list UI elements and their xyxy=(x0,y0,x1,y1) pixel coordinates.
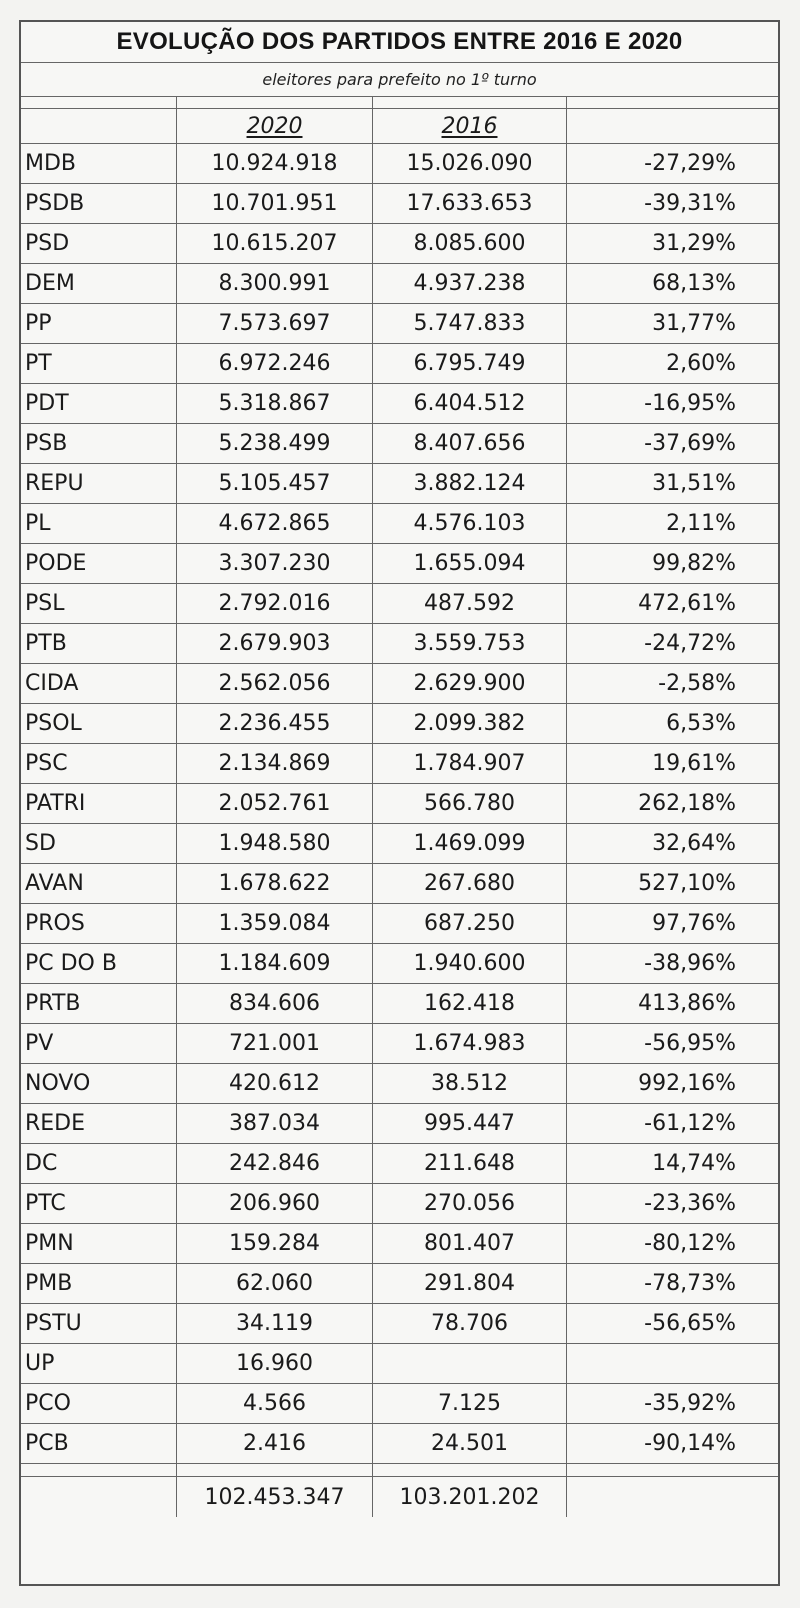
table-row xyxy=(21,504,778,544)
table-row xyxy=(21,984,778,1024)
value-2016-cell: 162.418 xyxy=(373,984,567,1023)
table-row xyxy=(21,384,778,424)
change-cell: -24,72% xyxy=(644,631,736,656)
change-cell: 2,11% xyxy=(666,511,736,536)
value-2016-cell: 211.648 xyxy=(373,1144,567,1183)
change-cell: 413,86% xyxy=(638,991,736,1016)
value-2016-cell: 267.680 xyxy=(373,864,567,903)
table-row xyxy=(21,1144,778,1184)
table-row xyxy=(21,584,778,624)
value-2016-cell: 487.592 xyxy=(373,584,567,623)
table-body xyxy=(21,144,778,1464)
table-row xyxy=(21,304,778,344)
value-2020-cell: 159.284 xyxy=(177,1224,373,1263)
party-cell: PC DO B xyxy=(21,944,177,983)
change-cell: 99,82% xyxy=(652,551,736,576)
header-row xyxy=(21,109,778,144)
table-row xyxy=(21,1104,778,1144)
table-row xyxy=(21,784,778,824)
value-2016-cell xyxy=(373,1344,567,1383)
table-row xyxy=(21,1344,778,1384)
party-cell: PSOL xyxy=(21,704,177,743)
change-cell: -78,73% xyxy=(644,1271,736,1296)
party-cell: PRTB xyxy=(21,984,177,1023)
change-cell: 472,61% xyxy=(638,591,736,616)
table-row xyxy=(21,624,778,664)
party-cell: DEM xyxy=(21,264,177,303)
votes-table xyxy=(19,20,780,1586)
value-2020-cell: 34.119 xyxy=(177,1304,373,1343)
table-row xyxy=(21,704,778,744)
change-cell: -23,36% xyxy=(644,1191,736,1216)
value-2016-cell: 8.407.656 xyxy=(373,424,567,463)
party-cell: SD xyxy=(21,824,177,863)
value-2020-cell: 1.948.580 xyxy=(177,824,373,863)
value-2016-cell: 2.099.382 xyxy=(373,704,567,743)
value-2020-cell: 2.679.903 xyxy=(177,624,373,663)
party-cell: PL xyxy=(21,504,177,543)
total-2020: 102.453.347 xyxy=(177,1477,373,1517)
change-cell: 97,76% xyxy=(652,911,736,936)
party-cell: UP xyxy=(21,1344,177,1383)
value-2016-cell: 2.629.900 xyxy=(373,664,567,703)
party-cell: PSC xyxy=(21,744,177,783)
party-cell: REDE xyxy=(21,1104,177,1143)
value-2016-cell: 24.501 xyxy=(373,1424,567,1463)
change-cell: -16,95% xyxy=(644,391,736,416)
value-2016-cell: 995.447 xyxy=(373,1104,567,1143)
party-cell: PV xyxy=(21,1024,177,1063)
value-2020-cell: 16.960 xyxy=(177,1344,373,1383)
party-cell: DC xyxy=(21,1144,177,1183)
value-2020-cell: 2.562.056 xyxy=(177,664,373,703)
value-2016-cell: 6.795.749 xyxy=(373,344,567,383)
table-title: EVOLUÇÃO DOS PARTIDOS ENTRE 2016 E 2020 xyxy=(21,22,778,63)
change-cell: -27,29% xyxy=(644,151,736,176)
change-cell: 31,29% xyxy=(652,231,736,256)
party-cell: PROS xyxy=(21,904,177,943)
table-row xyxy=(21,264,778,304)
value-2020-cell: 2.792.016 xyxy=(177,584,373,623)
value-2020-cell: 10.924.918 xyxy=(177,144,373,183)
value-2016-cell: 291.804 xyxy=(373,1264,567,1303)
value-2016-cell: 4.576.103 xyxy=(373,504,567,543)
value-2016-cell: 4.937.238 xyxy=(373,264,567,303)
value-2016-cell: 1.674.983 xyxy=(373,1024,567,1063)
table-row xyxy=(21,464,778,504)
table-row xyxy=(21,1304,778,1344)
value-2020-cell: 2.134.869 xyxy=(177,744,373,783)
value-2020-cell: 5.318.867 xyxy=(177,384,373,423)
party-cell: NOVO xyxy=(21,1064,177,1103)
change-cell: 262,18% xyxy=(638,791,736,816)
value-2020-cell: 6.972.246 xyxy=(177,344,373,383)
party-cell: PDT xyxy=(21,384,177,423)
party-cell: PMN xyxy=(21,1224,177,1263)
table-row xyxy=(21,1224,778,1264)
table-row xyxy=(21,224,778,264)
party-cell: PMB xyxy=(21,1264,177,1303)
value-2016-cell: 5.747.833 xyxy=(373,304,567,343)
party-cell: PCO xyxy=(21,1384,177,1423)
change-cell: -38,96% xyxy=(644,951,736,976)
table-row xyxy=(21,744,778,784)
change-cell: 14,74% xyxy=(652,1151,736,1176)
value-2016-cell: 801.407 xyxy=(373,1224,567,1263)
party-cell: PATRI xyxy=(21,784,177,823)
party-cell: MDB xyxy=(21,144,177,183)
value-2016-cell: 1.469.099 xyxy=(373,824,567,863)
change-cell: 6,53% xyxy=(666,711,736,736)
value-2020-cell: 1.184.609 xyxy=(177,944,373,983)
header-party xyxy=(21,109,177,143)
value-2020-cell: 387.034 xyxy=(177,1104,373,1143)
value-2016-cell: 17.633.653 xyxy=(373,184,567,223)
table-row xyxy=(21,144,778,184)
table-row xyxy=(21,1424,778,1464)
table-row xyxy=(21,904,778,944)
party-cell: PCB xyxy=(21,1424,177,1463)
value-2016-cell: 3.882.124 xyxy=(373,464,567,503)
value-2020-cell: 2.416 xyxy=(177,1424,373,1463)
value-2020-cell: 2.236.455 xyxy=(177,704,373,743)
value-2016-cell: 1.784.907 xyxy=(373,744,567,783)
change-cell: 68,13% xyxy=(652,271,736,296)
value-2016-cell: 687.250 xyxy=(373,904,567,943)
value-2020-cell: 10.701.951 xyxy=(177,184,373,223)
party-cell: PSDB xyxy=(21,184,177,223)
value-2016-cell: 1.940.600 xyxy=(373,944,567,983)
change-cell: -2,58% xyxy=(658,671,736,696)
value-2016-cell: 566.780 xyxy=(373,784,567,823)
value-2020-cell: 242.846 xyxy=(177,1144,373,1183)
value-2016-cell: 270.056 xyxy=(373,1184,567,1223)
total-2016: 103.201.202 xyxy=(373,1477,567,1517)
table-row xyxy=(21,1024,778,1064)
value-2016-cell: 38.512 xyxy=(373,1064,567,1103)
value-2020-cell: 1.359.084 xyxy=(177,904,373,943)
party-cell: PSL xyxy=(21,584,177,623)
value-2020-cell: 420.612 xyxy=(177,1064,373,1103)
change-cell: 32,64% xyxy=(652,831,736,856)
value-2020-cell: 8.300.991 xyxy=(177,264,373,303)
change-cell: 31,77% xyxy=(652,311,736,336)
value-2020-cell: 62.060 xyxy=(177,1264,373,1303)
table-row xyxy=(21,1264,778,1304)
change-cell: -61,12% xyxy=(644,1111,736,1136)
value-2020-cell: 4.566 xyxy=(177,1384,373,1423)
party-cell: PODE xyxy=(21,544,177,583)
value-2020-cell: 3.307.230 xyxy=(177,544,373,583)
table-row xyxy=(21,864,778,904)
totals-row xyxy=(21,1477,778,1517)
party-cell: REPU xyxy=(21,464,177,503)
change-cell: 527,10% xyxy=(638,871,736,896)
party-cell: CIDA xyxy=(21,664,177,703)
change-cell: -37,69% xyxy=(644,431,736,456)
change-cell xyxy=(567,1344,778,1383)
value-2016-cell: 3.559.753 xyxy=(373,624,567,663)
value-2020-cell: 7.573.697 xyxy=(177,304,373,343)
party-cell: AVAN xyxy=(21,864,177,903)
change-cell: -56,95% xyxy=(644,1031,736,1056)
party-cell: PTB xyxy=(21,624,177,663)
table-row xyxy=(21,184,778,224)
value-2016-cell: 78.706 xyxy=(373,1304,567,1343)
party-cell: PP xyxy=(21,304,177,343)
value-2020-cell: 4.672.865 xyxy=(177,504,373,543)
value-2020-cell: 5.238.499 xyxy=(177,424,373,463)
header-2020: 2020 xyxy=(177,109,373,143)
change-cell: 19,61% xyxy=(652,751,736,776)
change-cell: -35,92% xyxy=(644,1391,736,1416)
party-cell: PT xyxy=(21,344,177,383)
table-row xyxy=(21,664,778,704)
table-row xyxy=(21,1064,778,1104)
header-change xyxy=(567,109,778,143)
header-2016: 2016 xyxy=(373,109,567,143)
value-2016-cell: 7.125 xyxy=(373,1384,567,1423)
change-cell: 31,51% xyxy=(652,471,736,496)
value-2020-cell: 1.678.622 xyxy=(177,864,373,903)
change-cell: -56,65% xyxy=(644,1311,736,1336)
table-row xyxy=(21,544,778,584)
value-2016-cell: 1.655.094 xyxy=(373,544,567,583)
table-row xyxy=(21,424,778,464)
spacer-row xyxy=(21,97,778,109)
table-subtitle: eleitores para prefeito no 1º turno xyxy=(21,63,778,97)
table-row xyxy=(21,944,778,984)
change-cell: -90,14% xyxy=(644,1431,736,1456)
value-2020-cell: 721.001 xyxy=(177,1024,373,1063)
change-cell: 2,60% xyxy=(666,351,736,376)
value-2020-cell: 10.615.207 xyxy=(177,224,373,263)
table-row xyxy=(21,1384,778,1424)
table-row xyxy=(21,344,778,384)
spacer-row-bottom xyxy=(21,1464,778,1477)
party-cell: PSB xyxy=(21,424,177,463)
value-2016-cell: 6.404.512 xyxy=(373,384,567,423)
value-2016-cell: 8.085.600 xyxy=(373,224,567,263)
value-2016-cell: 15.026.090 xyxy=(373,144,567,183)
table-row xyxy=(21,1184,778,1224)
value-2020-cell: 206.960 xyxy=(177,1184,373,1223)
party-cell: PSTU xyxy=(21,1304,177,1343)
value-2020-cell: 5.105.457 xyxy=(177,464,373,503)
value-2020-cell: 834.606 xyxy=(177,984,373,1023)
table-row xyxy=(21,824,778,864)
change-cell: 992,16% xyxy=(638,1071,736,1096)
change-cell: -39,31% xyxy=(644,191,736,216)
value-2020-cell: 2.052.761 xyxy=(177,784,373,823)
party-cell: PTC xyxy=(21,1184,177,1223)
change-cell: -80,12% xyxy=(644,1231,736,1256)
party-cell: PSD xyxy=(21,224,177,263)
